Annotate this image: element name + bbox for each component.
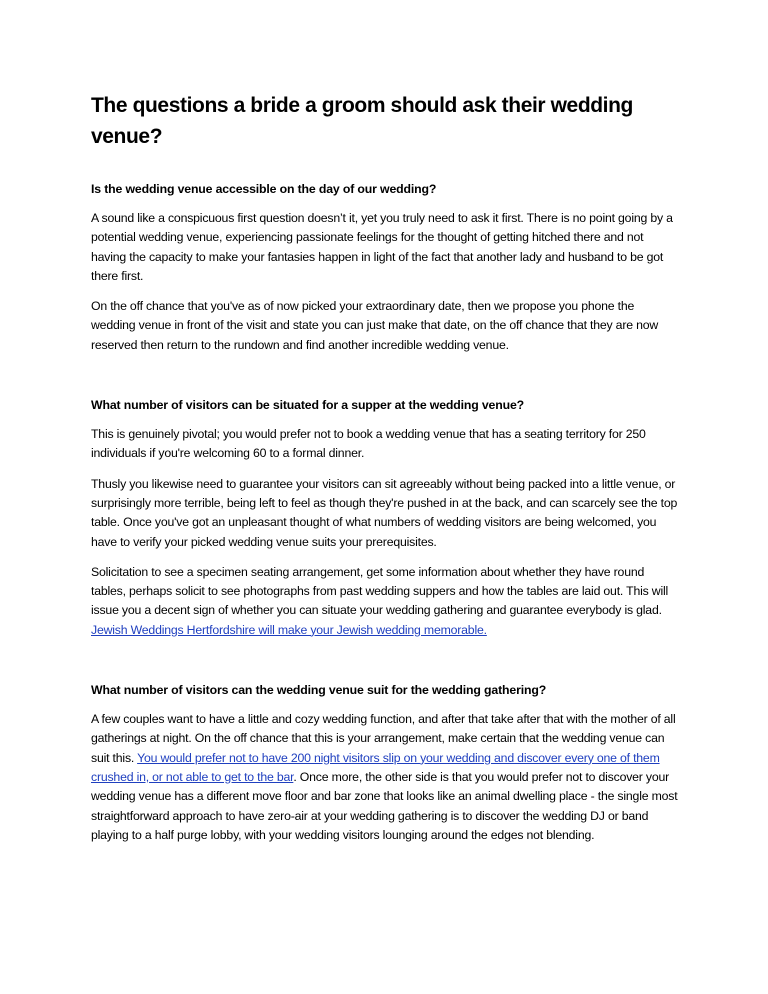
paragraph: A sound like a conspicuous first question doesn’t it, yet you truly need to ask it first. There is no point going by a potential wedding venue, experiencing passionate feelings for the thought of getting hitched there and not having the capacity to make your fantasies happen in light of the fact that another lady and husband to be got there first. bbox=[91, 211, 673, 283]
paragraph: Thusly you likewise need to guarantee your visitors can sit agreeably without being packed into a little venue, or surprisingly more terrible, being left to feel as though they're pushed in at the back, and can scarcely see the top table. Once you've got an unpleasant thought of what numbers of wedding visitors are being welcomed, you have to verify your picked wedding venue suits your prerequisites. bbox=[91, 476, 678, 549]
paragraph-text: . Once more, the other side is that you would prefer not to discover your wedding venue has a different move floor and bar zone that looks like an animal dwelling place - the single most straightforward approach to have zero-air at your wedding gathering is to discover the wedding DJ or band playing to a half purge lobby, with your wedding visitors lounging around the edges not blending. bbox=[91, 769, 678, 842]
jewish-weddings-link[interactable]: Jewish Weddings Hertfordshire will make your Jewish wedding memorable. bbox=[91, 622, 487, 637]
paragraph: On the off chance that you've as of now picked your extraordinary date, then we propose you phone the wedding venue in front of the visit and state you can just make that date, on the off chance that they are now reserved then return to the rundown and find another incredible wedding venue. bbox=[91, 299, 659, 352]
paragraph-text: Solicitation to see a specimen seating arrangement, get some information about whether they have round tables, perhaps solicit to see photographs from past wedding suppers and how the tables are laid out. This will issue you a decent sign of whether you can situate your wedding gathering and guarantee everybody is glad. bbox=[91, 564, 669, 618]
section-heading-supper-capacity: What number of visitors can be situated for a supper at the wedding venue? bbox=[91, 398, 525, 413]
paragraph-text: A few couples want to have a little and cozy wedding function, and after that take after that with the mother of all gatherings at night. On the off chance that this is your arrangement, make certain that the wedding venue can suit this. bbox=[91, 712, 676, 765]
section-heading-accessibility: Is the wedding venue accessible on the day of our wedding? bbox=[91, 182, 437, 196]
evening-visitors-link[interactable]: You would prefer not to have 200 night visitors slip on your wedding and discover every one of them crushed in, or not able to get to the bar bbox=[91, 750, 660, 784]
paragraph: This is genuinely pivotal; you would prefer not to book a wedding venue that has a seating territory for 250 individuals if you're welcoming 60 to a formal dinner. bbox=[91, 427, 646, 461]
document-content bbox=[91, 90, 681, 845]
page-title: The questions a bride a groom should ask their wedding venue? bbox=[91, 94, 633, 148]
paragraph-with-link bbox=[91, 710, 681, 845]
section-heading-evening-capacity: What number of visitors can the wedding venue suit for the wedding gathering? bbox=[91, 683, 547, 698]
paragraph-with-link bbox=[91, 563, 681, 640]
